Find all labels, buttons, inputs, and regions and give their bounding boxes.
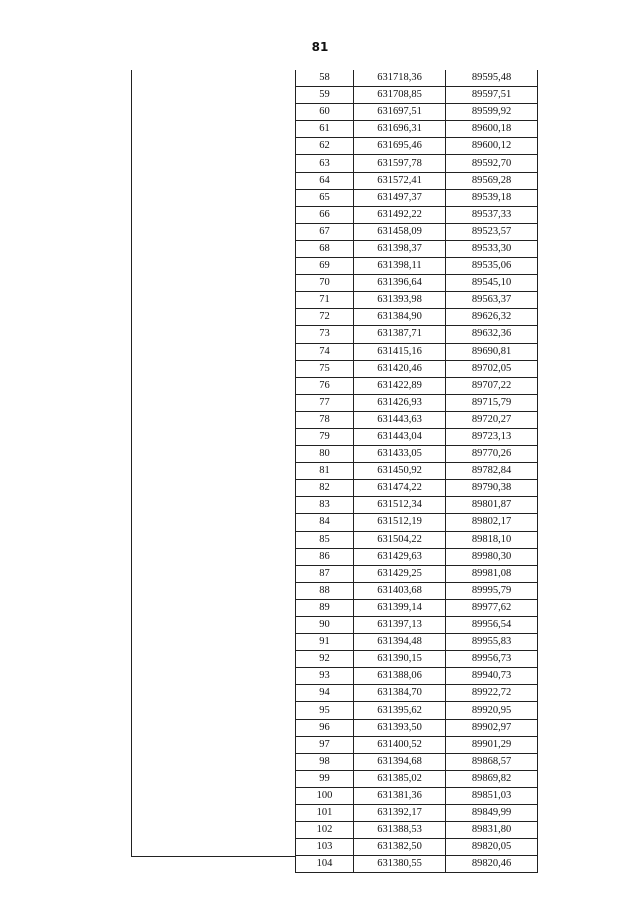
point-number-cell: 59 bbox=[296, 87, 354, 104]
x-coordinate-cell: 631450,92 bbox=[354, 463, 446, 480]
table-row bbox=[296, 805, 538, 822]
point-number-cell: 99 bbox=[296, 770, 354, 787]
x-coordinate-cell: 631399,14 bbox=[354, 599, 446, 616]
point-number-cell: 84 bbox=[296, 514, 354, 531]
coordinates-table bbox=[295, 70, 538, 873]
table-row bbox=[296, 736, 538, 753]
point-number-cell: 60 bbox=[296, 104, 354, 121]
x-coordinate-cell: 631394,48 bbox=[354, 634, 446, 651]
point-number-cell: 95 bbox=[296, 702, 354, 719]
point-number-cell: 93 bbox=[296, 668, 354, 685]
y-coordinate-cell: 89869,82 bbox=[446, 770, 538, 787]
point-number-cell: 69 bbox=[296, 258, 354, 275]
table-row bbox=[296, 309, 538, 326]
y-coordinate-cell: 89977,62 bbox=[446, 599, 538, 616]
y-coordinate-cell: 89599,92 bbox=[446, 104, 538, 121]
point-number-cell: 100 bbox=[296, 787, 354, 804]
table-row bbox=[296, 360, 538, 377]
table-row bbox=[296, 394, 538, 411]
y-coordinate-cell: 89868,57 bbox=[446, 753, 538, 770]
x-coordinate-cell: 631403,68 bbox=[354, 582, 446, 599]
table-row bbox=[296, 634, 538, 651]
x-coordinate-cell: 631696,31 bbox=[354, 121, 446, 138]
y-coordinate-cell: 89922,72 bbox=[446, 685, 538, 702]
point-number-cell: 72 bbox=[296, 309, 354, 326]
y-coordinate-cell: 89782,84 bbox=[446, 463, 538, 480]
y-coordinate-cell: 89818,10 bbox=[446, 531, 538, 548]
point-number-cell: 85 bbox=[296, 531, 354, 548]
x-coordinate-cell: 631474,22 bbox=[354, 480, 446, 497]
y-coordinate-cell: 89592,70 bbox=[446, 155, 538, 172]
x-coordinate-cell: 631390,15 bbox=[354, 651, 446, 668]
table-row bbox=[296, 104, 538, 121]
y-coordinate-cell: 89537,33 bbox=[446, 206, 538, 223]
table-row bbox=[296, 189, 538, 206]
y-coordinate-cell: 89790,38 bbox=[446, 480, 538, 497]
table-row bbox=[296, 343, 538, 360]
table-row bbox=[296, 839, 538, 856]
point-number-cell: 64 bbox=[296, 172, 354, 189]
point-number-cell: 58 bbox=[296, 70, 354, 87]
table-row bbox=[296, 326, 538, 343]
table-row bbox=[296, 651, 538, 668]
x-coordinate-cell: 631393,98 bbox=[354, 292, 446, 309]
point-number-cell: 79 bbox=[296, 428, 354, 445]
point-number-cell: 87 bbox=[296, 565, 354, 582]
table-row bbox=[296, 770, 538, 787]
table-row bbox=[296, 258, 538, 275]
x-coordinate-cell: 631400,52 bbox=[354, 736, 446, 753]
point-number-cell: 75 bbox=[296, 360, 354, 377]
x-coordinate-cell: 631396,64 bbox=[354, 275, 446, 292]
y-coordinate-cell: 89723,13 bbox=[446, 428, 538, 445]
x-coordinate-cell: 631395,62 bbox=[354, 702, 446, 719]
table-row bbox=[296, 753, 538, 770]
x-coordinate-cell: 631718,36 bbox=[354, 70, 446, 87]
y-coordinate-cell: 89956,54 bbox=[446, 617, 538, 634]
point-number-cell: 97 bbox=[296, 736, 354, 753]
table-row bbox=[296, 548, 538, 565]
table-row bbox=[296, 155, 538, 172]
y-coordinate-cell: 89720,27 bbox=[446, 411, 538, 428]
table-row bbox=[296, 582, 538, 599]
table-row bbox=[296, 428, 538, 445]
point-number-cell: 66 bbox=[296, 206, 354, 223]
x-coordinate-cell: 631415,16 bbox=[354, 343, 446, 360]
y-coordinate-cell: 89851,03 bbox=[446, 787, 538, 804]
table-row bbox=[296, 497, 538, 514]
table-row bbox=[296, 856, 538, 873]
table-row bbox=[296, 206, 538, 223]
table-row bbox=[296, 411, 538, 428]
table-row bbox=[296, 377, 538, 394]
point-number-cell: 77 bbox=[296, 394, 354, 411]
table-row bbox=[296, 446, 538, 463]
x-coordinate-cell: 631492,22 bbox=[354, 206, 446, 223]
x-coordinate-cell: 631504,22 bbox=[354, 531, 446, 548]
x-coordinate-cell: 631380,55 bbox=[354, 856, 446, 873]
y-coordinate-cell: 89955,83 bbox=[446, 634, 538, 651]
x-coordinate-cell: 631398,11 bbox=[354, 258, 446, 275]
y-coordinate-cell: 89849,99 bbox=[446, 805, 538, 822]
point-number-cell: 78 bbox=[296, 411, 354, 428]
y-coordinate-cell: 89820,46 bbox=[446, 856, 538, 873]
table-row bbox=[296, 787, 538, 804]
x-coordinate-cell: 631387,71 bbox=[354, 326, 446, 343]
x-coordinate-cell: 631512,34 bbox=[354, 497, 446, 514]
table-row bbox=[296, 565, 538, 582]
table-row bbox=[296, 599, 538, 616]
x-coordinate-cell: 631422,89 bbox=[354, 377, 446, 394]
x-coordinate-cell: 631433,05 bbox=[354, 446, 446, 463]
x-coordinate-cell: 631429,63 bbox=[354, 548, 446, 565]
x-coordinate-cell: 631394,68 bbox=[354, 753, 446, 770]
x-coordinate-cell: 631572,41 bbox=[354, 172, 446, 189]
y-coordinate-cell: 89770,26 bbox=[446, 446, 538, 463]
y-coordinate-cell: 89715,79 bbox=[446, 394, 538, 411]
point-number-cell: 86 bbox=[296, 548, 354, 565]
x-coordinate-cell: 631398,37 bbox=[354, 240, 446, 257]
y-coordinate-cell: 89545,10 bbox=[446, 275, 538, 292]
table-row bbox=[296, 275, 538, 292]
table-row bbox=[296, 531, 538, 548]
table-row bbox=[296, 668, 538, 685]
x-coordinate-cell: 631708,85 bbox=[354, 87, 446, 104]
x-coordinate-cell: 631443,04 bbox=[354, 428, 446, 445]
y-coordinate-cell: 89533,30 bbox=[446, 240, 538, 257]
point-number-cell: 90 bbox=[296, 617, 354, 634]
point-number-cell: 71 bbox=[296, 292, 354, 309]
table-row bbox=[296, 87, 538, 104]
point-number-cell: 92 bbox=[296, 651, 354, 668]
y-coordinate-cell: 89940,73 bbox=[446, 668, 538, 685]
x-coordinate-cell: 631384,70 bbox=[354, 685, 446, 702]
table-row bbox=[296, 121, 538, 138]
y-coordinate-cell: 89956,73 bbox=[446, 651, 538, 668]
x-coordinate-cell: 631597,78 bbox=[354, 155, 446, 172]
point-number-cell: 91 bbox=[296, 634, 354, 651]
point-number-cell: 104 bbox=[296, 856, 354, 873]
table-row bbox=[296, 719, 538, 736]
point-number-cell: 98 bbox=[296, 753, 354, 770]
x-coordinate-cell: 631497,37 bbox=[354, 189, 446, 206]
y-coordinate-cell: 89597,51 bbox=[446, 87, 538, 104]
y-coordinate-cell: 89901,29 bbox=[446, 736, 538, 753]
x-coordinate-cell: 631382,50 bbox=[354, 839, 446, 856]
point-number-cell: 70 bbox=[296, 275, 354, 292]
point-number-cell: 101 bbox=[296, 805, 354, 822]
x-coordinate-cell: 631420,46 bbox=[354, 360, 446, 377]
y-coordinate-cell: 89831,80 bbox=[446, 822, 538, 839]
y-coordinate-cell: 89902,97 bbox=[446, 719, 538, 736]
table-row bbox=[296, 240, 538, 257]
x-coordinate-cell: 631385,02 bbox=[354, 770, 446, 787]
x-coordinate-cell: 631388,53 bbox=[354, 822, 446, 839]
point-number-cell: 94 bbox=[296, 685, 354, 702]
table-row bbox=[296, 514, 538, 531]
x-coordinate-cell: 631512,19 bbox=[354, 514, 446, 531]
x-coordinate-cell: 631381,36 bbox=[354, 787, 446, 804]
x-coordinate-cell: 631426,93 bbox=[354, 394, 446, 411]
table-row bbox=[296, 463, 538, 480]
table-row bbox=[296, 617, 538, 634]
point-number-cell: 68 bbox=[296, 240, 354, 257]
point-number-cell: 62 bbox=[296, 138, 354, 155]
point-number-cell: 103 bbox=[296, 839, 354, 856]
x-coordinate-cell: 631397,13 bbox=[354, 617, 446, 634]
y-coordinate-cell: 89569,28 bbox=[446, 172, 538, 189]
point-number-cell: 80 bbox=[296, 446, 354, 463]
point-number-cell: 63 bbox=[296, 155, 354, 172]
point-number-cell: 89 bbox=[296, 599, 354, 616]
y-coordinate-cell: 89539,18 bbox=[446, 189, 538, 206]
y-coordinate-cell: 89981,08 bbox=[446, 565, 538, 582]
y-coordinate-cell: 89690,81 bbox=[446, 343, 538, 360]
y-coordinate-cell: 89707,22 bbox=[446, 377, 538, 394]
table-row bbox=[296, 822, 538, 839]
x-coordinate-cell: 631393,50 bbox=[354, 719, 446, 736]
x-coordinate-cell: 631392,17 bbox=[354, 805, 446, 822]
x-coordinate-cell: 631429,25 bbox=[354, 565, 446, 582]
page-number: 81 bbox=[311, 40, 329, 54]
x-coordinate-cell: 631697,51 bbox=[354, 104, 446, 121]
y-coordinate-cell: 89820,05 bbox=[446, 839, 538, 856]
table-row bbox=[296, 685, 538, 702]
point-number-cell: 88 bbox=[296, 582, 354, 599]
x-coordinate-cell: 631695,46 bbox=[354, 138, 446, 155]
table-row bbox=[296, 292, 538, 309]
x-coordinate-cell: 631443,63 bbox=[354, 411, 446, 428]
y-coordinate-cell: 89563,37 bbox=[446, 292, 538, 309]
point-number-cell: 73 bbox=[296, 326, 354, 343]
table-row bbox=[296, 172, 538, 189]
point-number-cell: 96 bbox=[296, 719, 354, 736]
point-number-cell: 102 bbox=[296, 822, 354, 839]
y-coordinate-cell: 89980,30 bbox=[446, 548, 538, 565]
y-coordinate-cell: 89626,32 bbox=[446, 309, 538, 326]
point-number-cell: 82 bbox=[296, 480, 354, 497]
point-number-cell: 67 bbox=[296, 223, 354, 240]
y-coordinate-cell: 89632,36 bbox=[446, 326, 538, 343]
point-number-cell: 74 bbox=[296, 343, 354, 360]
left-empty-column bbox=[131, 70, 296, 857]
point-number-cell: 65 bbox=[296, 189, 354, 206]
point-number-cell: 81 bbox=[296, 463, 354, 480]
x-coordinate-cell: 631388,06 bbox=[354, 668, 446, 685]
point-number-cell: 61 bbox=[296, 121, 354, 138]
y-coordinate-cell: 89802,17 bbox=[446, 514, 538, 531]
y-coordinate-cell: 89600,12 bbox=[446, 138, 538, 155]
x-coordinate-cell: 631384,90 bbox=[354, 309, 446, 326]
y-coordinate-cell: 89595,48 bbox=[446, 70, 538, 87]
y-coordinate-cell: 89535,06 bbox=[446, 258, 538, 275]
x-coordinate-cell: 631458,09 bbox=[354, 223, 446, 240]
point-number-cell: 76 bbox=[296, 377, 354, 394]
table-row bbox=[296, 480, 538, 497]
y-coordinate-cell: 89600,18 bbox=[446, 121, 538, 138]
table-row bbox=[296, 138, 538, 155]
y-coordinate-cell: 89523,57 bbox=[446, 223, 538, 240]
y-coordinate-cell: 89995,79 bbox=[446, 582, 538, 599]
table-row bbox=[296, 702, 538, 719]
y-coordinate-cell: 89801,87 bbox=[446, 497, 538, 514]
table-row bbox=[296, 223, 538, 240]
point-number-cell: 83 bbox=[296, 497, 354, 514]
table-row bbox=[296, 70, 538, 87]
y-coordinate-cell: 89702,05 bbox=[446, 360, 538, 377]
y-coordinate-cell: 89920,95 bbox=[446, 702, 538, 719]
